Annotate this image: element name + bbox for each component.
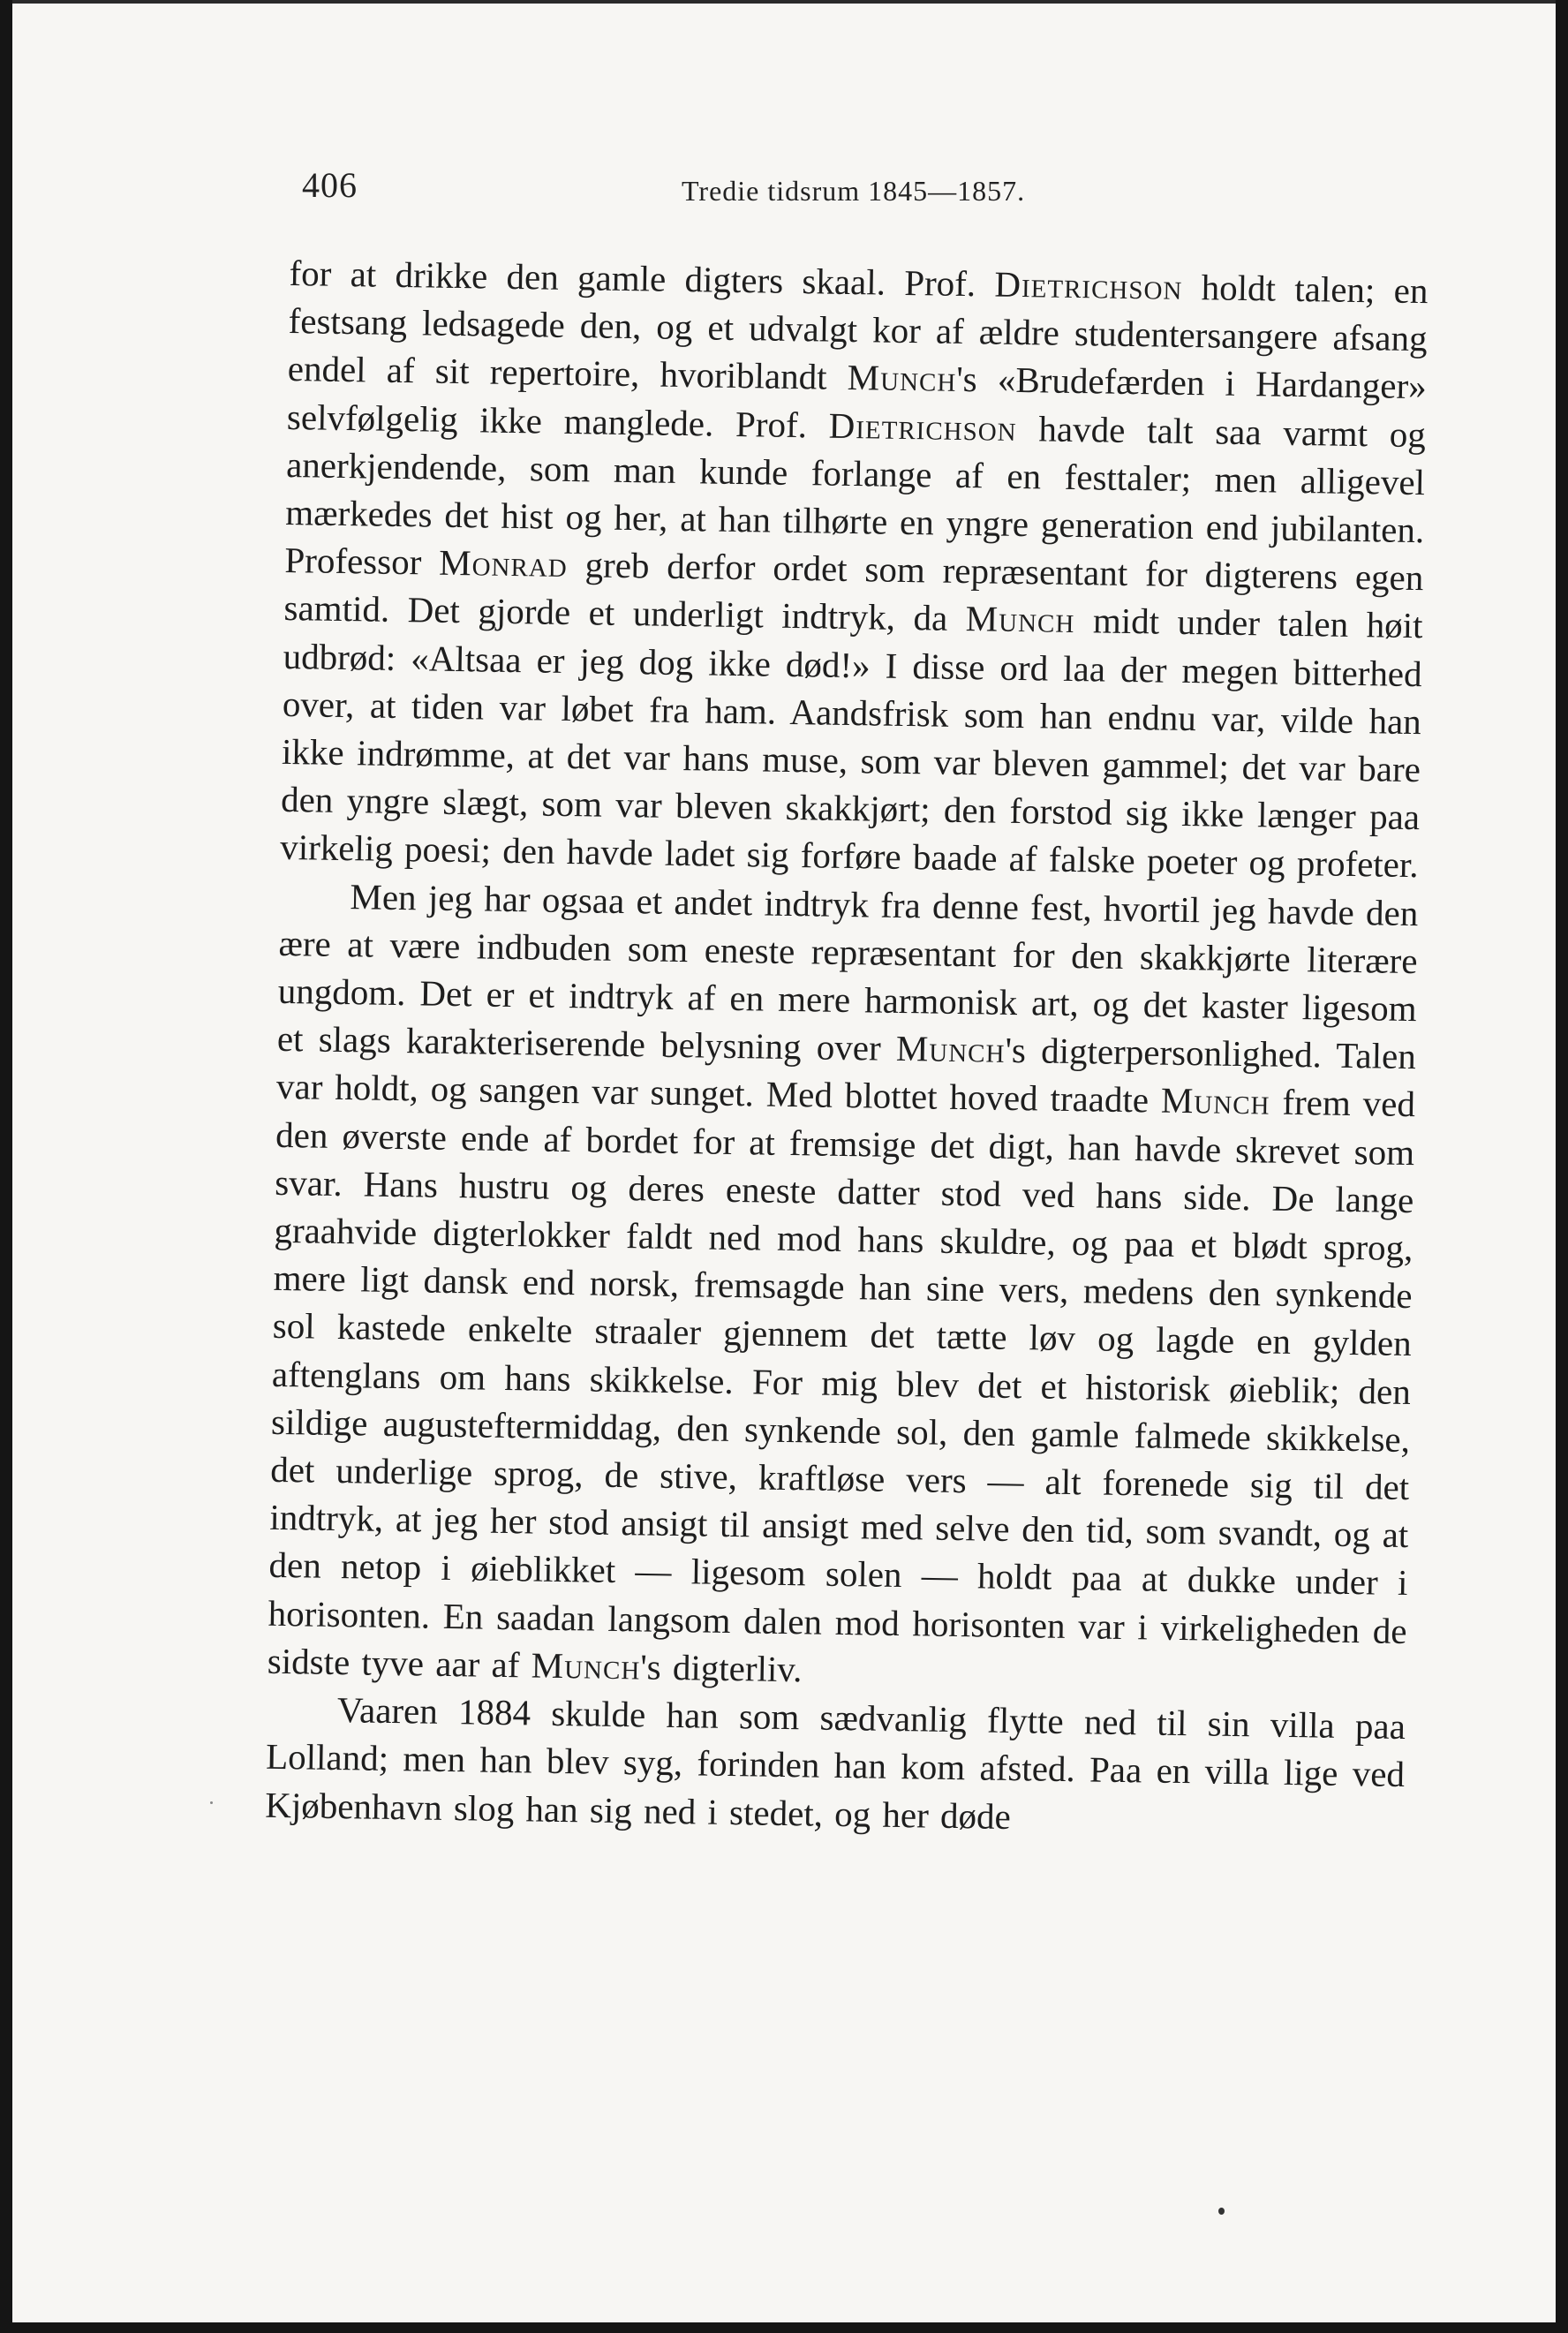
scan-edge-right (1556, 0, 1568, 2333)
text-run: frem ved den øverste ende af bordet for at fremsige det digt, han havde skrevet som svar. Hans hustru og deres eneste datter stod ved hans side. De lange graahvide digterlokker faldt ned mod hans skuldre, og paa et blødt sprog, mere ligt dansk end norsk, fremsagde han sine vers, medens den synkende sol kastede enkelte straaler gjennem det tætte løv og lagde en gylden aftenglans om hans skikkelse. For mig blev det et historisk øieblik; den sildige augusteftermiddag, den synkende sol, den gamle falmede skikkelse, det underlige sprog, de stive, kraftløse vers — alt forenede sig til det indtryk, at jeg her stod ansigt til ansigt med selve den tid, som svandt, og at den netop i øieblikket — ligesom solen — holdt paa at dukke under i horisonten. En saadan langsom dalen mod horisonten var i virkeligheden de sidste tyve aar af (267, 1082, 1416, 1686)
person-name: Munch (965, 598, 1075, 641)
running-title: Tredie tidsrum 1845—1857. (682, 175, 1026, 207)
text-run: Men jeg har ogsaa et andet indtryk fra denne fest, hvortil jeg havde den ære at være indbuden som eneste repræsentant for den skakkjørte literære ungdom. Det er et indtryk af en mere harmonisk art, og det kaster ligesom et slags karakteriserende belysning over (276, 875, 1419, 1069)
person-name: Munch (1160, 1080, 1270, 1123)
text-run: 's digterpersonlighed. Talen var holdt, og sangen var sunget. Med blottet hoved traadte (275, 1030, 1417, 1121)
person-name: Munch (895, 1028, 1006, 1071)
person-name: Dietrichson (828, 404, 1018, 449)
body-text (265, 249, 1429, 1846)
text-run: 's «Brudefærden i Hardanger» selvfølgelig ikke manglede. Prof. (286, 359, 1428, 446)
paragraph (265, 1685, 1406, 1846)
text-run: for at drikke den gamle digters skaal. Prof. (289, 252, 995, 305)
paragraph (267, 872, 1418, 1703)
person-name: Munch (531, 1644, 641, 1687)
text-run: holdt talen; en festsang ledsagede den, og et udvalgt kor af ældre studentersangere afsang endel af sit repertoire, hvoriblandt (287, 266, 1429, 398)
scan-edge-left (0, 0, 12, 2333)
person-name: Monrad (438, 541, 569, 585)
text-run: 's digterliv. (640, 1646, 803, 1690)
text-run: greb derfor ordet som repræsentant for digterens egen samtid. Det gjorde et underligt indtryk, da (283, 544, 1424, 639)
scan-edge-top (0, 0, 1568, 4)
page-header (302, 164, 1423, 217)
scan-edge-bottom (0, 2322, 1568, 2333)
paragraph (280, 249, 1429, 889)
person-name: Munch (847, 357, 957, 400)
text-run: havde talt saa varmt og anerkjendende, som man kunde forlange af en festtaler; men alligevel mærkedes det hist og her, at han tilhørte en yngre generation end jubilanten. Professor (284, 407, 1427, 583)
page-number: 406 (302, 165, 358, 205)
text-run: midt under talen høit udbrød: «Altsaa er jeg dog ikke død!» I disse ord laa der megen bitterhed over, at tiden var løbet fra ham. Aandsfrisk som han endnu var, vilde han ikke indrømme, at det var hans muse, som var bleven gammel; det var bare den yngre slægt, som var bleven skakkjørt; den forstod sig ikke længer paa virkelig poesi; den havde ladet sig forføre baade af falske poeter og profeter. (279, 600, 1423, 886)
person-name: Dietrichson (994, 263, 1183, 307)
ink-speck (210, 1801, 213, 1804)
ink-dot (1218, 2208, 1225, 2215)
text-run: Vaaren 1884 skulde han som sædvanlig flytte ned til sin villa paa Lolland; men han blev syg, forinden han kom afsted. Paa en villa lige ved Kjøbenhavn slog han sig ned i stedet, og her døde (264, 1689, 1406, 1837)
